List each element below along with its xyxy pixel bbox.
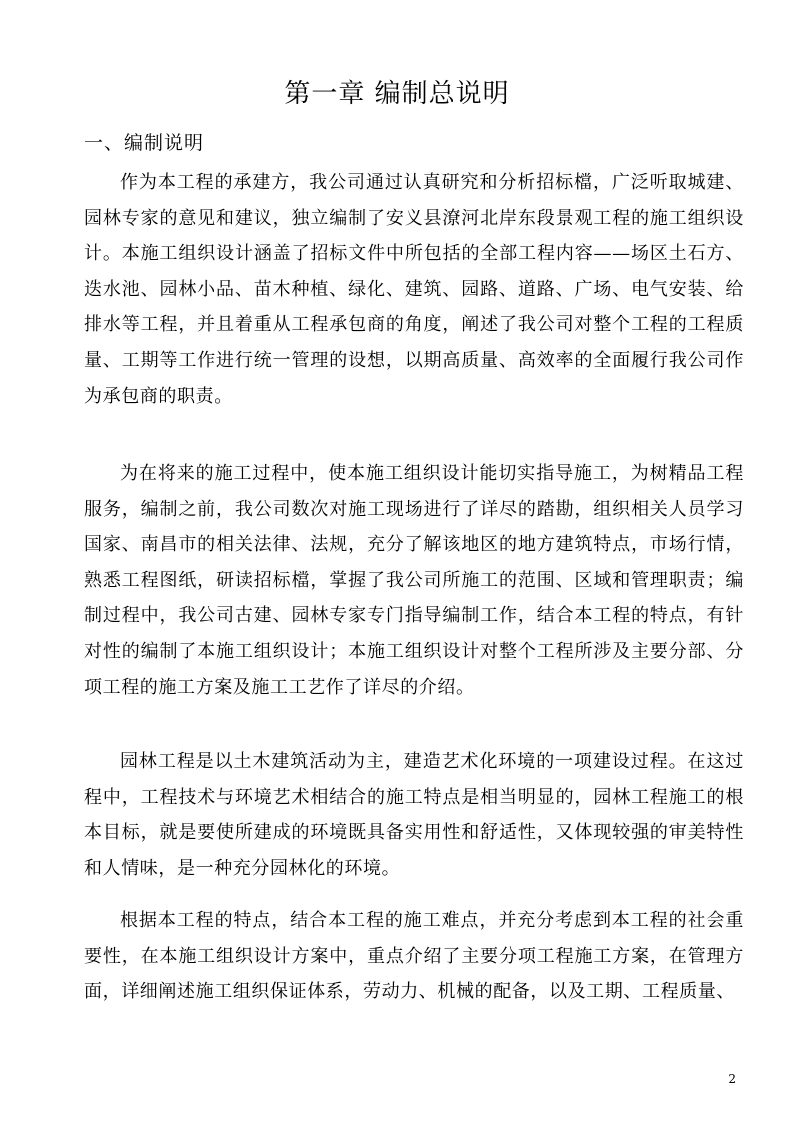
body-paragraph: 根据本工程的特点，结合本工程的施工难点，并充分考虑到本工程的社会重要性，在本施工组织设计方案中，重点介绍了主要分项工程施工方案，在管理方面，详细阐述施工组织保证体系，劳动力、机械的配备，以及工期、工程质量、 xyxy=(84,910,744,1003)
chapter-title: 第一章 编制总说明 xyxy=(284,79,510,109)
body-paragraph: 为在将来的施工过程中，使本施工组织设计能切实指导施工，为树精品工程服务，编制之前，我公司数次对施工现场进行了详尽的踏勘，组织相关人员学习国家、南昌市的相关法律、法规，充分了解该地区的地方建筑特点，市场行情，熟悉工程图纸，研读招标檔，掌握了我公司所施工的范围、区域和管理职责；编制过程中，我公司古建、园林专家专门指导编制工作，结合本工程的特点，有针对性的编制了本施工组织设计；本施工组织设计对整个工程所涉及主要分部、分项工程的施工方案及施工工艺作了详尽的介绍。 xyxy=(84,463,744,698)
section-heading: 一、编制说明 xyxy=(84,132,205,154)
body-paragraph: 作为本工程的承建方，我公司通过认真研究和分析招标檔，广泛听取城建、园林专家的意见和建议，独立编制了安义县潦河北岸东段景观工程的施工组织设计。本施工组织设计涵盖了招标文件中所包括的全部工程内容——场区土石方、迭水池、园林小品、苗木种植、绿化、建筑、园路、道路、广场、电气安装、给排水等工程，并且着重从工程承包商的角度，阐述了我公司对整个工程的工程质量、工期等工作进行统一管理的设想，以期高质量、高效率的全面履行我公司作为承包商的职责。 xyxy=(84,172,744,407)
page-number: 2 xyxy=(728,1072,736,1086)
body-paragraph: 园林工程是以土木建筑活动为主，建造艺术化环境的一项建设过程。在这过程中，工程技术与环境艺术相结合的施工特点是相当明显的，园林工程施工的根本目标，就是要使所建成的环境既具备实用性和舒适性，又体现较强的审美特性和人情味，是一种充分园林化的环境。 xyxy=(84,751,744,879)
